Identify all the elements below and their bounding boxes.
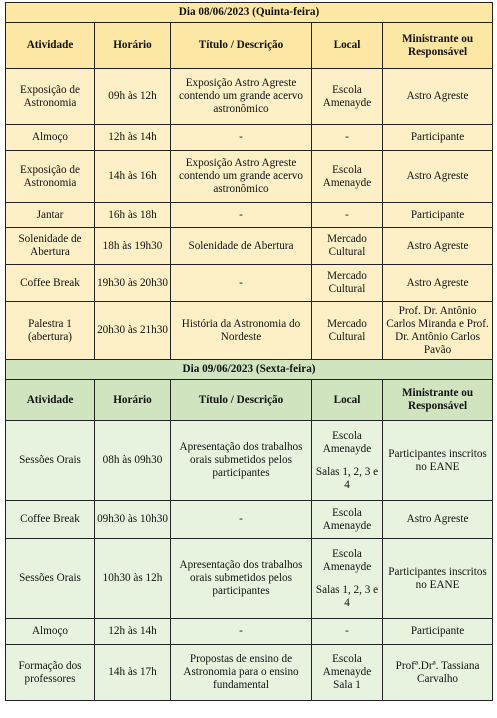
header-local: Local — [312, 23, 383, 69]
activity-cell: Sessões Orais — [6, 421, 95, 501]
title-cell: História da Astronomia do Nordeste — [171, 302, 312, 360]
local-venue: Escola Amenayde — [322, 547, 372, 573]
header-responsible: Ministrante ou Responsável — [383, 23, 493, 69]
title-cell: - — [171, 619, 312, 645]
schedule-table — [5, 2, 493, 701]
title-cell: Propostas de ensino de Astronomia para o ensino fundamental — [171, 645, 312, 701]
table-row — [6, 619, 493, 645]
responsible-cell: Astro Agreste — [383, 151, 493, 203]
title-cell: Solenidade de Abertura — [171, 228, 312, 265]
responsible-cell: Astro Agreste — [383, 265, 493, 302]
responsible-cell: Participantes inscritos no EANE — [383, 421, 493, 501]
title-cell: Exposição Astro Agreste contendo um grande acervo astronômico — [171, 69, 312, 125]
title-cell: Exposição Astro Agreste contendo um grande acervo astronômico — [171, 151, 312, 203]
activity-cell: Almoço — [6, 125, 95, 151]
activity-cell: Sessões Orais — [6, 539, 95, 619]
table-row — [6, 125, 493, 151]
header-time: Horário — [95, 380, 171, 421]
local-cell: Escola Amenayde — [312, 501, 383, 539]
activity-cell: Coffee Break — [6, 265, 95, 302]
time-cell: 14h às 17h — [95, 645, 171, 701]
header-title: Título / Descrição — [171, 23, 312, 69]
local-cell: Escola Amenayde — [312, 151, 383, 203]
activity-cell: Almoço — [6, 619, 95, 645]
local-venue: Escola Amenayde — [322, 429, 372, 455]
time-cell: 08h às 09h30 — [95, 421, 171, 501]
activity-cell: Formação dos professores — [6, 645, 95, 701]
activity-cell: Jantar — [6, 203, 95, 228]
responsible-cell: Astro Agreste — [383, 501, 493, 539]
local-cell: Mercado Cultural — [312, 302, 383, 360]
responsible-cell: Participante — [383, 203, 493, 228]
schedule-document — [5, 0, 492, 701]
title-cell: - — [171, 265, 312, 302]
header-responsible: Ministrante ou Responsável — [383, 380, 493, 421]
local-cell: - — [312, 125, 383, 151]
time-cell: 12h às 14h — [95, 125, 171, 151]
local-rooms: Salas 1, 2, 3 e 4 — [315, 583, 379, 609]
time-cell: 20h30 às 21h30 — [95, 302, 171, 360]
header-time: Horário — [95, 23, 171, 69]
local-cell — [312, 539, 383, 619]
day-2-banner-row — [6, 360, 493, 380]
activity-cell: Palestra 1 (abertura) — [6, 302, 95, 360]
local-cell: Mercado Cultural — [312, 265, 383, 302]
title-cell: Apresentação dos trabalhos orais submetidos pelos participantes — [171, 421, 312, 501]
day-1-banner: Dia 08/06/2023 (Quinta-feira) — [6, 3, 493, 23]
day-1-banner-row — [6, 3, 493, 23]
table-row — [6, 203, 493, 228]
table-row — [6, 421, 493, 501]
local-cell — [312, 421, 383, 501]
responsible-cell: Prof. Dr. Antônio Carlos Miranda e Prof. Dr. Antônio Carlos Pavão — [383, 302, 493, 360]
title-cell: - — [171, 203, 312, 228]
time-cell: 16h às 18h — [95, 203, 171, 228]
title-cell: - — [171, 125, 312, 151]
day-1-section — [6, 3, 493, 360]
day-2-header-row — [6, 380, 493, 421]
activity-cell: Exposição de Astronomia — [6, 69, 95, 125]
time-cell: 18h às 19h30 — [95, 228, 171, 265]
time-cell: 09h às 12h — [95, 69, 171, 125]
local-rooms: Salas 1, 2, 3 e 4 — [315, 465, 379, 491]
header-activity: Atividade — [6, 380, 95, 421]
time-cell: 19h30 às 20h30 — [95, 265, 171, 302]
header-title: Título / Descrição — [171, 380, 312, 421]
table-row — [6, 501, 493, 539]
local-cell: Mercado Cultural — [312, 228, 383, 265]
table-row — [6, 539, 493, 619]
day-1-header-row — [6, 23, 493, 69]
time-cell: 10h30 às 12h — [95, 539, 171, 619]
activity-cell: Exposição de Astronomia — [6, 151, 95, 203]
table-row — [6, 228, 493, 265]
local-cell: Escola Amenayde — [312, 69, 383, 125]
time-cell: 12h às 14h — [95, 619, 171, 645]
activity-cell: Coffee Break — [6, 501, 95, 539]
table-row — [6, 302, 493, 360]
table-row — [6, 265, 493, 302]
table-row — [6, 151, 493, 203]
header-activity: Atividade — [6, 23, 95, 69]
responsible-cell: Astro Agreste — [383, 69, 493, 125]
title-cell: Apresentação dos trabalhos orais submetidos pelos participantes — [171, 539, 312, 619]
header-local: Local — [312, 380, 383, 421]
activity-cell: Solenidade de Abertura — [6, 228, 95, 265]
responsible-cell: Participante — [383, 125, 493, 151]
responsible-cell: Profª.Drª. Tassiana Carvalho — [383, 645, 493, 701]
time-cell: 14h às 16h — [95, 151, 171, 203]
responsible-cell: Participante — [383, 619, 493, 645]
local-cell: Escola Amenayde Sala 1 — [312, 645, 383, 701]
responsible-cell: Participantes inscritos no EANE — [383, 539, 493, 619]
table-row — [6, 645, 493, 701]
local-cell: - — [312, 619, 383, 645]
responsible-cell: Astro Agreste — [383, 228, 493, 265]
local-cell: - — [312, 203, 383, 228]
day-2-banner: Dia 09/06/2023 (Sexta-feira) — [6, 360, 493, 380]
time-cell: 09h30 às 10h30 — [95, 501, 171, 539]
title-cell: - — [171, 501, 312, 539]
day-2-section — [6, 360, 493, 701]
table-row — [6, 69, 493, 125]
